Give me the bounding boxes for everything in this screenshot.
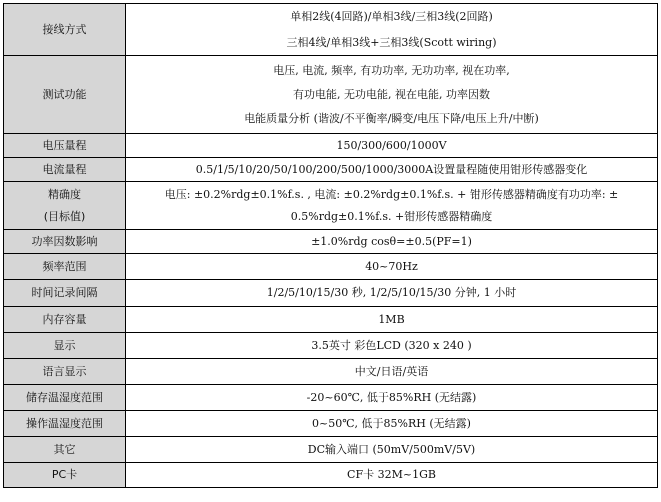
spec-value: 1MB — [126, 307, 658, 333]
table-row — [4, 182, 658, 230]
spec-table — [3, 3, 658, 488]
table-row — [4, 437, 658, 463]
spec-value: 3.5英寸 彩色LCD (320 x 240 ) — [126, 333, 658, 359]
spec-label: 操作温湿度范围 — [4, 411, 126, 437]
table-row — [4, 333, 658, 359]
spec-label: 显示 — [4, 333, 126, 359]
spec-label: 频率范围 — [4, 254, 126, 280]
table-row — [4, 385, 658, 411]
spec-value: 0.5/1/5/10/20/50/100/200/500/1000/3000A设置量程随使用钳形传感器变化 — [126, 158, 658, 182]
table-row — [4, 4, 658, 56]
spec-label: 其它 — [4, 437, 126, 463]
spec-value: ±1.0%rdg cosθ=±0.5(PF=1) — [126, 230, 658, 254]
table-row — [4, 134, 658, 158]
spec-value: 电压, 电流, 频率, 有功功率, 无功功率, 视在功率, 有功电能, 无功电能, 视在电能, 功率因数 电能质量分析 (谐波/不平衡率/瞬变/电压下降/电压上升/中断) — [126, 56, 658, 134]
spec-label: PC卡 — [4, 463, 126, 488]
spec-value: 0~50℃, 低于85%RH (无结露) — [126, 411, 658, 437]
spec-label: 内存容量 — [4, 307, 126, 333]
spec-value: -20~60℃, 低于85%RH (无结露) — [126, 385, 658, 411]
spec-label: 时间记录间隔 — [4, 280, 126, 307]
spec-label: 接线方式 — [4, 4, 126, 56]
spec-label: 储存温湿度范围 — [4, 385, 126, 411]
spec-label: 电流量程 — [4, 158, 126, 182]
spec-value: 150/300/600/1000V — [126, 134, 658, 158]
spec-label: 测试功能 — [4, 56, 126, 134]
table-row — [4, 307, 658, 333]
spec-label: 功率因数影响 — [4, 230, 126, 254]
spec-value: 单相2线(4回路)/单相3线/三相3线(2回路) 三相4线/单相3线+三相3线(Scott wiring) — [126, 4, 658, 56]
spec-label: 电压量程 — [4, 134, 126, 158]
table-row — [4, 411, 658, 437]
table-row — [4, 280, 658, 307]
table-row — [4, 158, 658, 182]
spec-value: DC输入端口 (50mV/500mV/5V) — [126, 437, 658, 463]
table-row — [4, 254, 658, 280]
spec-label: 语言显示 — [4, 359, 126, 385]
spec-value: 中文/日语/英语 — [126, 359, 658, 385]
table-row — [4, 359, 658, 385]
spec-label: 精确度 (目标值) — [4, 182, 126, 230]
spec-value: 1/2/5/10/15/30 秒, 1/2/5/10/15/30 分钟, 1 小时 — [126, 280, 658, 307]
table-row — [4, 56, 658, 134]
table-row — [4, 463, 658, 488]
spec-value: CF卡 32M~1GB — [126, 463, 658, 488]
table-row — [4, 230, 658, 254]
spec-value: 40~70Hz — [126, 254, 658, 280]
spec-value: 电压: ±0.2%rdg±0.1%f.s. , 电流: ±0.2%rdg±0.1%f.s. + 钳形传感器精确度有功功率: ± 0.5%rdg±0.1%f.s. +钳形传感器精确度 — [126, 182, 658, 230]
spec-table-container — [3, 3, 658, 488]
